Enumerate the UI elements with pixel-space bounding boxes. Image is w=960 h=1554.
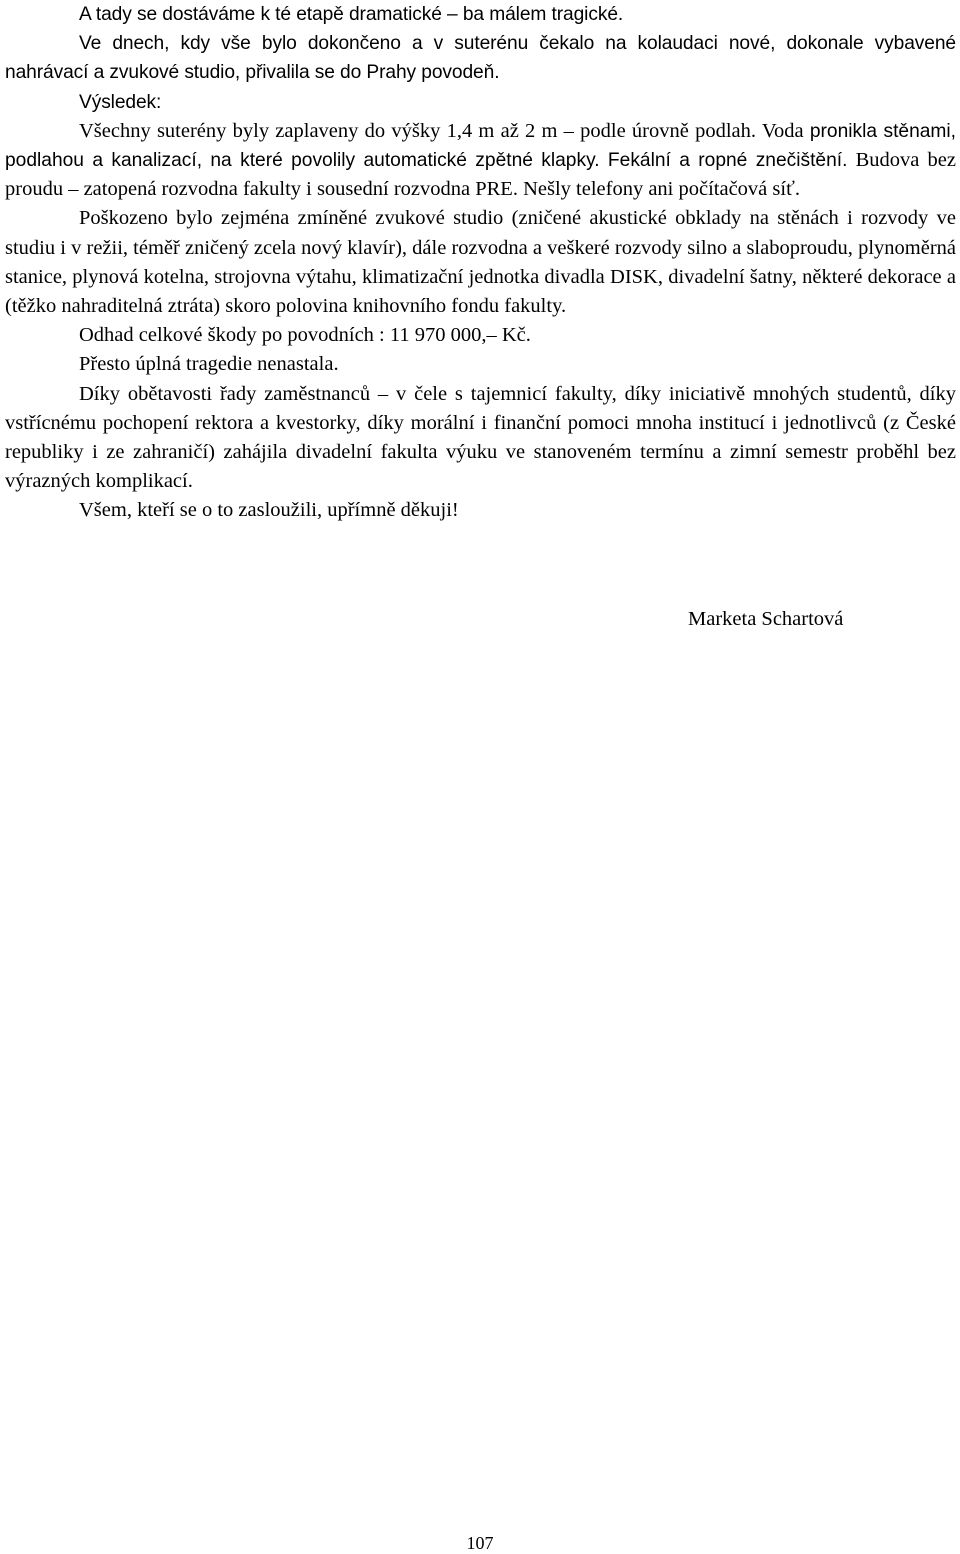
paragraph-damage-summary (5, 117, 956, 205)
damage-summary-serif: Všechny suterény byly zaplaveny do výšky 1,4 m až 2 m – podle úrovně podlah. Voda (79, 119, 804, 142)
paragraph-thanks-detail: Díky obětavosti řady zaměstnanců – v čele s tajemnicí fakulty, díky iniciativě mnohých studentů, díky vstřícnému pochopení rektora a kvestorky, díky morální i finanční pomoci mnoha institucí i jednotlivců (z České republiky i ze zahraničí) zahájila divadelní fakulta výuku ve stanoveném termínu a zimní semestr proběhl bez výrazných komplikací. (5, 382, 956, 493)
paragraph-result-label: Výsledek: (79, 91, 162, 113)
damage-summary-sans: pronikla stěnami, podlahou a kanalizací, na které povolily automatické zpětné klapky. Fekální a ropné znečištění. (5, 120, 957, 172)
document-body (5, 0, 956, 526)
paragraph-no-tragedy: Přesto úplná tragedie nenastala. (79, 353, 339, 376)
page-number: 107 (466, 1533, 494, 1553)
paragraph-damaged-items: Poškozeno bylo zejména zmíněné zvukové studio (zničené akustické obklady na stěnách i rozvody ve studiu i v režii, téměř zničený zcela nový klavír), dále rozvodna a veškeré rozvody silno a slaboproudu, plynoměrná stanice, plynová kotelna, strojovna výtahu, klimatizační jednotka divadla DISK, divadelní šatny, některé dekorace a (těžko nahraditelná ztráta) skoro polovina knihovního fondu fakulty. (5, 207, 956, 318)
author-signature: Marketa Schartová (688, 608, 844, 630)
paragraph-damage-estimate: Odhad celkové škody po povodních : 11 970 000,– Kč. (79, 324, 531, 347)
damage-summary-serif-end: Budova bez proudu – zatopená rozvodna fakulty i sousední rozvodna PRE. Nešly telefony ani počítačová síť. (5, 149, 956, 201)
paragraph-flood: Ve dnech, kdy vše bylo dokončeno a v suterénu čekalo na kolaudaci nové, dokonale vybavené nahrávací a zvukové studio, přivalila se do Prahy povodeň. (5, 33, 956, 84)
paragraph-intro: A tady se dostáváme k té etapě dramatické – ba málem tragické. (79, 4, 624, 25)
paragraph-thanks: Všem, kteří se o to zasloužili, upřímně děkuji! (79, 499, 459, 522)
